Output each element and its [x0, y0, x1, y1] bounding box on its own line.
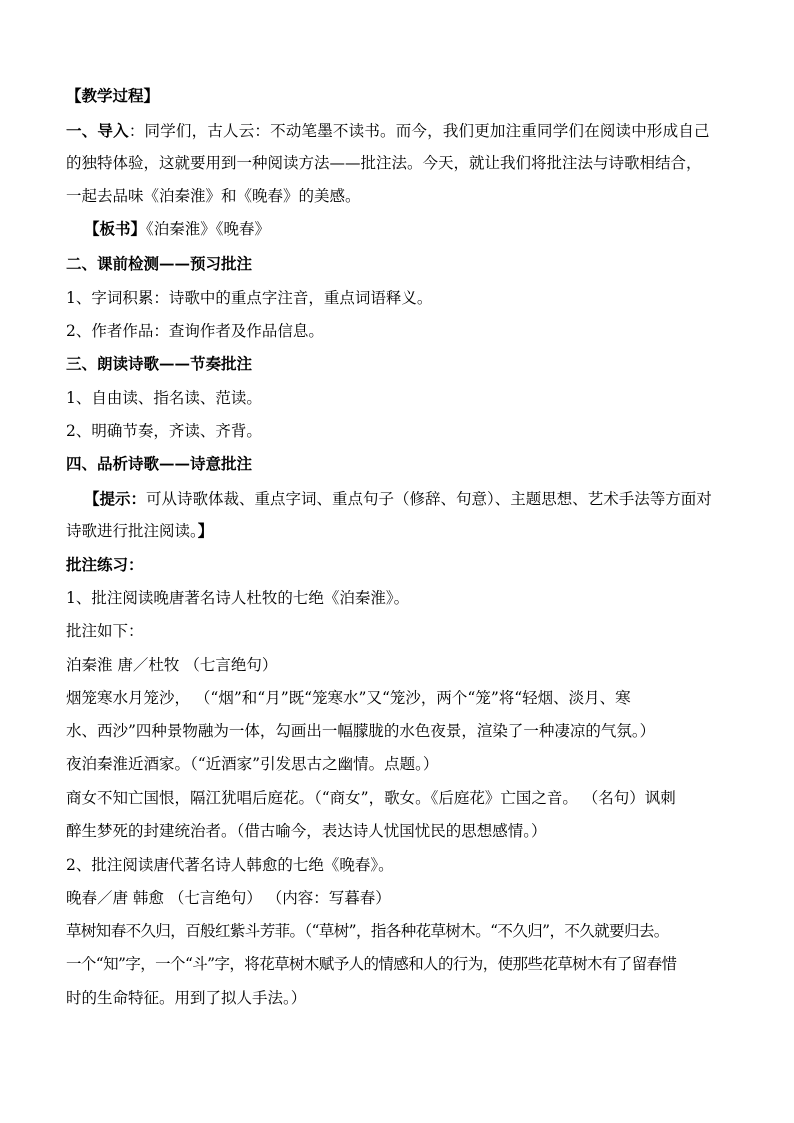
poem-1-title: 泊秦淮 唐／杜牧 （七言绝句）: [66, 656, 278, 674]
exercise-item-2: 2、批注阅读唐代著名诗人韩愈的七绝《晚春》。: [66, 856, 394, 874]
blackboard-text: 《泊秦淮》《晚春》: [146, 220, 271, 238]
poem-2-line-1-end: 时的生命特征。用到了拟人手法。）: [66, 989, 307, 1007]
exercise-item-1: 1、批注阅读晚唐著名诗人杜牧的七绝《泊秦淮》。: [66, 589, 410, 607]
intro-line-1-text: ：同学们，古人云：不动笔墨不读书。而今，我们更加注重同学们在阅读中形成自己: [128, 122, 710, 140]
annotation-intro: 批注如下：: [66, 622, 144, 640]
poem-2-title: 晚春／唐 韩愈 （七言绝句） （内容：写暮春）: [66, 889, 391, 907]
poem-2-line-1: 草树知春不久归，百般红紫斗芳菲。（“草树”，指各种花草树木。“不久归”，不久就要归去。: [66, 922, 669, 940]
intro-line-1: [66, 121, 730, 141]
section-heading-analysis: 四、品析诗歌——诗意批注: [66, 454, 253, 473]
reading-item-2: 2、明确节奏，齐读、齐背。: [66, 422, 262, 440]
poem-1-line-1: 烟笼寒水月笼沙， （“烟”和“月”既“笼寒水”又“笼沙，两个“笼”将“轻烟、淡月、寒: [66, 689, 631, 707]
preview-item-2: 2、作者作品：查询作者及作品信息。: [66, 322, 324, 340]
hint-label: 【提示：: [84, 489, 147, 508]
hint-close: 】: [197, 521, 214, 540]
blackboard-line: [84, 219, 748, 239]
preview-item-1: 1、字词积累：诗歌中的重点字注音，重点词语释义。: [66, 289, 433, 307]
exercise-heading: 批注练习：: [66, 555, 144, 574]
section-heading-teaching-process: 【教学过程】: [66, 86, 160, 105]
hint-line-1: [84, 489, 734, 509]
section-heading-reading: 三、朗读诗歌——节奏批注: [66, 354, 253, 373]
poem-1-line-2: 夜泊秦淮近酒家。（“近酒家”引发思古之幽情。点题。）: [66, 755, 439, 773]
intro-label: 一、导入: [66, 121, 129, 140]
section-heading-preview: 二、课前检测——预习批注: [66, 254, 253, 273]
poem-1-line-3: 商女不知亡国恨，隔江犹唱后庭花。（“商女”，歌女。《后庭花》亡国之音。 （名句）讽刺: [66, 789, 676, 807]
intro-line-3: 一起去品味《泊秦淮》和《晚春》的美感。: [66, 187, 361, 205]
poem-2-line-1-cont: 一个“知”字，一个“斗”字，将花草树木赋予人的情感和人的行为，使那些花草树木有了留春惜: [66, 955, 677, 973]
poem-1-line-1-cont: 水、西沙”四种景物融为一体，勾画出一幅朦胧的水色夜景，渲染了一种凄凉的气氛。）: [66, 722, 656, 740]
hint-line-1-text: 可从诗歌体裁、重点字词、重点句子（修辞、句意）、主题思想、艺术手法等方面对: [146, 490, 712, 508]
reading-item-1: 1、自由读、指名读、范读。: [66, 389, 262, 407]
hint-line-2: [66, 521, 730, 541]
poem-1-line-3-cont: 醉生梦死的封建统治者。（借古喻今，表达诗人忧国忧民的思想感情。）: [66, 822, 547, 840]
hint-line-2-text: 诗歌进行批注阅读。: [66, 522, 198, 540]
intro-line-2: 的独特体验，这就要用到一种阅读方法——批注法。今天，就让我们将批注法与诗歌相结合，: [66, 154, 702, 172]
blackboard-label: 【板书】: [84, 219, 147, 238]
